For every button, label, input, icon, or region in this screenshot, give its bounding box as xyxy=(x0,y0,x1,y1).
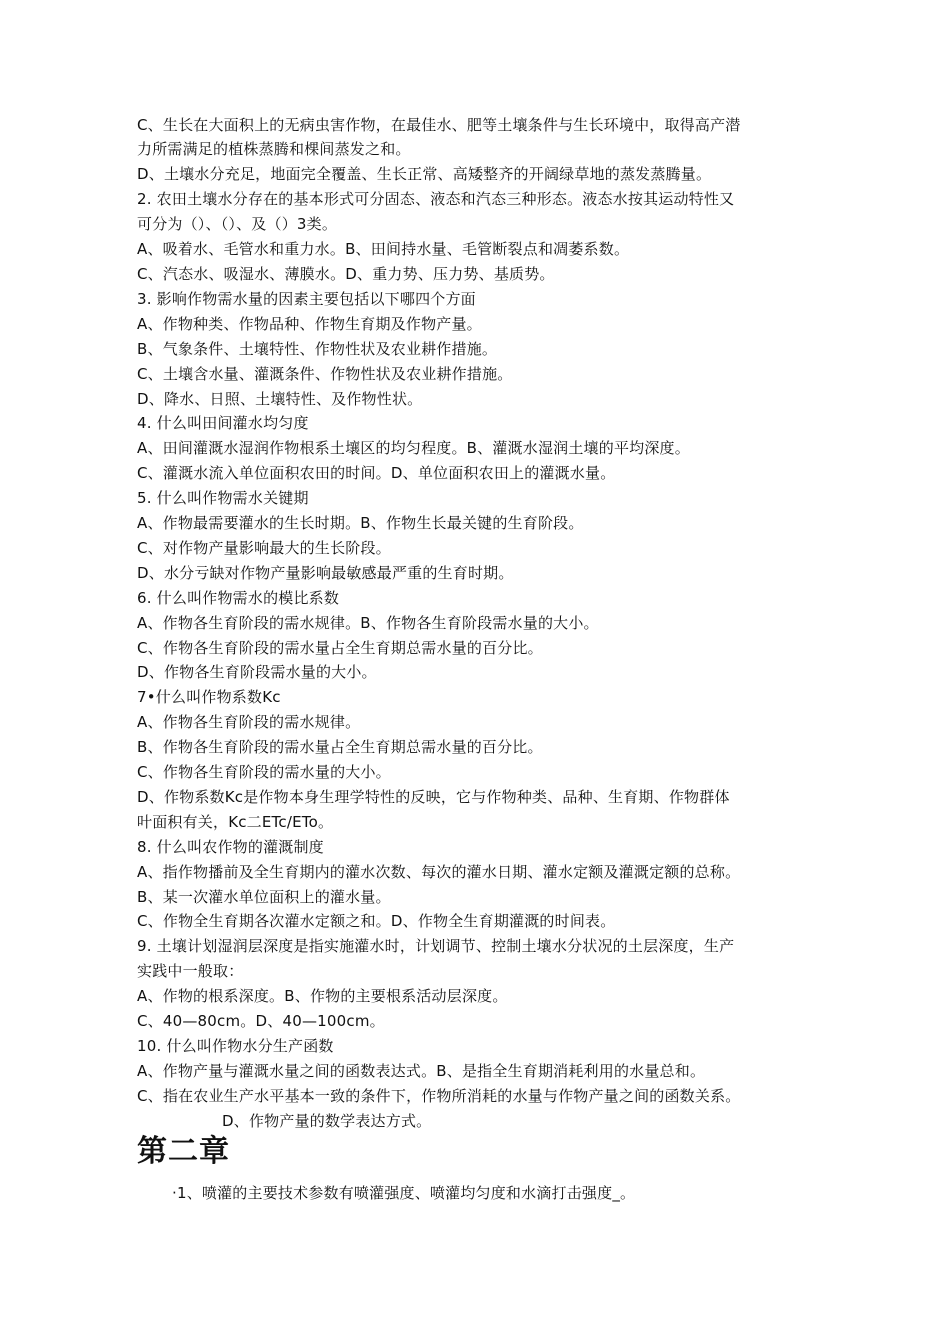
option-line: A、吸着水、毛管水和重力水。B、田间持水量、毛管断裂点和凋萎系数。 xyxy=(137,240,630,258)
option-line: A、作物种类、作物品种、作物生育期及作物产量。 xyxy=(137,315,482,333)
text-line: 可分为（）、（）、及（）3类。 xyxy=(137,215,338,233)
text-line: 实践中一般取： xyxy=(137,962,244,980)
option-line: B、作物各生育阶段的需水量占全生育期总需水量的百分比。 xyxy=(137,738,543,756)
text-line: 力所需满足的植株蒸腾和棵间蒸发之和。 xyxy=(137,140,411,158)
option-line: B、气象条件、土壤特性、作物性状及农业耕作措施。 xyxy=(137,340,498,358)
option-line: C、作物全生育期各次灌水定额之和。D、作物全生育期灌溉的时间表。 xyxy=(137,912,616,930)
question-line: 4. 什么叫田间灌水均匀度 xyxy=(137,414,309,432)
text-line: 叶面积有关，Kc二ETc/ETo。 xyxy=(137,813,334,831)
question-line: 9. 土壤计划湿润层深度是指实施灌水时，计划调节、控制土壤水分状况的土层深度，生产 xyxy=(137,937,735,955)
option-line: C、40—80cm。D、40—100cm。 xyxy=(137,1012,385,1030)
option-line: C、对作物产量影响最大的生长阶段。 xyxy=(137,539,391,557)
option-line: C、汽态水、吸湿水、薄膜水。D、重力势、压力势、基质势。 xyxy=(137,265,555,283)
option-line: A、作物最需要灌水的生长时期。B、作物生长最关键的生育阶段。 xyxy=(137,514,584,532)
chapter-heading: 第二章 xyxy=(137,1134,230,1169)
question-line: 10. 什么叫作物水分生产函数 xyxy=(137,1037,334,1055)
text-line: C、生长在大面积上的无病虫害作物，在最佳水、肥等土壤条件与生长环境中，取得高产潜 xyxy=(137,116,741,134)
option-line: A、作物的根系深度。B、作物的主要根系活动层深度。 xyxy=(137,987,508,1005)
question-line: 6. 什么叫作物需水的模比系数 xyxy=(137,589,340,607)
option-line: D、降水、日照、土壤特性、及作物性状。 xyxy=(137,390,423,408)
option-line: D、作物各生育阶段需水量的大小。 xyxy=(137,663,377,681)
option-line: C、灌溉水流入单位面积农田的时间。D、单位面积农田上的灌溉水量。 xyxy=(137,464,616,482)
option-line: D、作物产量的数学表达方式。 xyxy=(222,1112,432,1130)
option-line: A、作物产量与灌溉水量之间的函数表达式。B、是指全生育期消耗利用的水量总和。 xyxy=(137,1062,706,1080)
option-line: C、作物各生育阶段的需水量的大小。 xyxy=(137,763,391,781)
option-line: B、某一次灌水单位面积上的灌水量。 xyxy=(137,888,391,906)
option-line: C、土壤含水量、灌溉条件、作物性状及农业耕作措施。 xyxy=(137,365,513,383)
question-line: 2. 农田土壤水分存在的基本形式可分固态、液态和汽态三种形态。液态水按其运动特性又 xyxy=(137,190,735,208)
chapter-first-line: ·1、喷灌的主要技术参数有喷灌强度、喷灌均匀度和水滴打击强度_。 xyxy=(172,1184,636,1202)
option-line: C、作物各生育阶段的需水量占全生育期总需水量的百分比。 xyxy=(137,639,543,657)
option-line: A、作物各生育阶段的需水规律。 xyxy=(137,713,361,731)
question-line: 8. 什么叫农作物的灌溉制度 xyxy=(137,838,324,856)
option-line: A、作物各生育阶段的需水规律。B、作物各生育阶段需水量的大小。 xyxy=(137,614,599,632)
option-line: D、水分亏缺对作物产量影响最敏感最严重的生育时期。 xyxy=(137,564,514,582)
option-line: A、指作物播前及全生育期内的灌水次数、每次的灌水日期、灌水定额及灌溉定额的总称。 xyxy=(137,863,741,881)
question-line: 5. 什么叫作物需水关键期 xyxy=(137,489,309,507)
question-line: 7•什么叫作物系数Kc xyxy=(137,688,281,706)
text-line: D、土壤水分充足，地面完全覆盖、生长正常、高矮整齐的开阔绿草地的蒸发蒸腾量。 xyxy=(137,165,712,183)
option-line: D、作物系数Kc是作物本身生理学特性的反映，它与作物种类、品种、生育期、作物群体 xyxy=(137,788,730,806)
option-line: C、指在农业生产水平基本一致的条件下，作物所消耗的水量与作物产量之间的函数关系。 xyxy=(137,1087,741,1105)
option-line: A、田间灌溉水湿润作物根系土壤区的均匀程度。B、灌溉水湿润土壤的平均深度。 xyxy=(137,439,690,457)
question-line: 3. 影响作物需水量的因素主要包括以下哪四个方面 xyxy=(137,290,476,308)
